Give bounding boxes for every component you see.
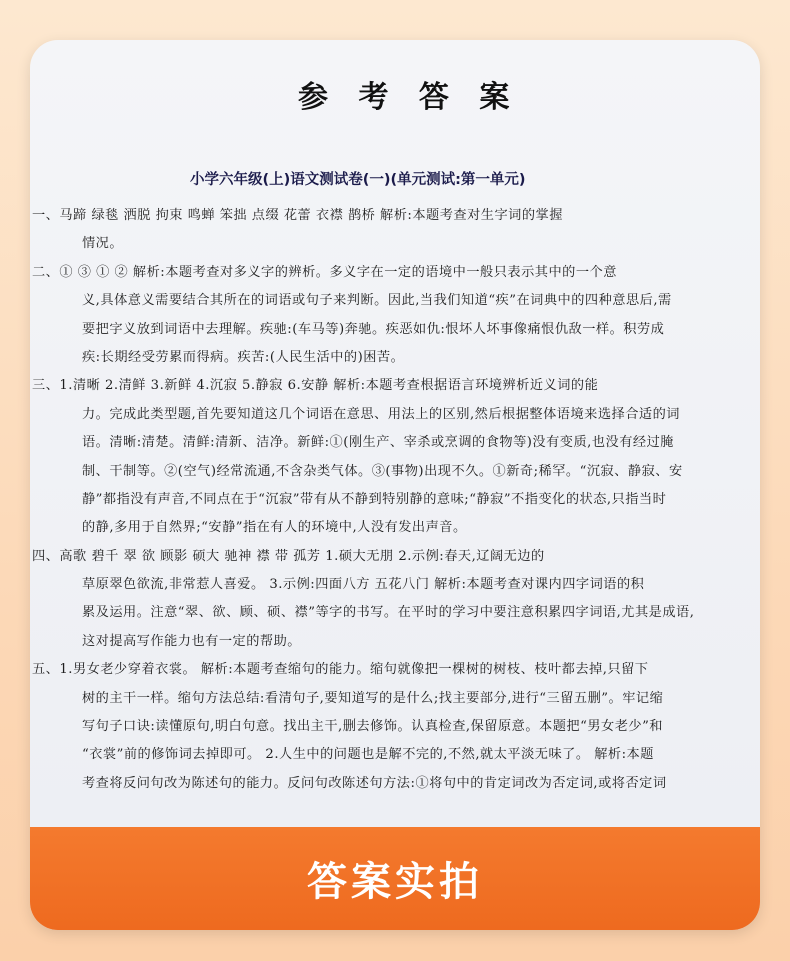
answer-line bbox=[30, 287, 760, 315]
photo-banner bbox=[30, 827, 760, 930]
answer-line-text: 静”都指没有声音,不同点在于“沉寂”带有从不静到特别静的意味;“静寂”不指变化的状态,只指当时 bbox=[82, 491, 667, 507]
answer-line-text: 写句子口诀:读懂原句,明白句意。找出主干,删去修饰。认真检查,保留原意。本题把“男女老少”和 bbox=[82, 719, 663, 735]
answer-line bbox=[30, 571, 760, 599]
answer-line bbox=[30, 486, 760, 514]
answer-body bbox=[30, 202, 760, 798]
answer-line-text: 情况。 bbox=[82, 236, 124, 252]
answer-line-text: 考查将反问句改为陈述句的能力。反问句改陈述句方法:①将句中的肯定词改为否定词,或将否定词 bbox=[82, 775, 667, 791]
answer-line bbox=[30, 429, 760, 457]
answer-line-text: 语。清晰:清楚。清鲜:清新、洁净。新鲜:①(刚生产、宰杀或烹调的食物等)没有变质,也没有经过腌 bbox=[82, 435, 674, 451]
answer-line bbox=[30, 344, 760, 372]
answer-line-text: 草原翠色欲流,非常惹人喜爱。 3.示例:四面八方 五花八门 解析:本题考查对课内四字词语的积 bbox=[82, 577, 645, 593]
answer-line bbox=[30, 628, 760, 656]
answer-line bbox=[30, 316, 760, 344]
answer-line-text: 一、马蹄 绿毯 洒脱 拘束 鸣蝉 笨拙 点缀 花蕾 衣襟 鹊桥 解析:本题考查对生字词的掌握 bbox=[32, 208, 563, 223]
answer-line-text: 要把字义放到词语中去理解。疾驰:(车马等)奔驰。疾恶如仇:恨坏人坏事像痛恨仇敌一样。积劳成 bbox=[82, 321, 665, 337]
answer-line-text: 二、① ③ ① ② 解析:本题考查对多义字的辨析。多义字在一定的语境中一般只表示其中的一个意 bbox=[32, 264, 617, 280]
answer-line-text: 四、高歌 碧千 翠 欲 顾影 硕大 驰神 襟 带 孤芳 1.硕大无朋 2.示例:春天,辽阔无边的 bbox=[32, 548, 545, 564]
answer-line-text: 累及运用。注意“翠、欲、顾、硕、襟”等字的书写。在平时的学习中要注意积累四字词语,尤其是成语, bbox=[82, 605, 695, 621]
answer-line-text: 这对提高写作能力也有一定的帮助。 bbox=[82, 633, 301, 649]
answer-line bbox=[30, 599, 760, 627]
answer-line bbox=[30, 202, 760, 230]
banner-text: 答案实拍 bbox=[307, 859, 483, 905]
answer-line-text: 树的主干一样。缩句方法总结:看清句子,要知道写的是什么;找主要部分,进行“三留五删”。牢记缩 bbox=[82, 690, 664, 706]
answer-line bbox=[30, 741, 760, 769]
answer-line bbox=[30, 401, 760, 429]
answer-line-text: 五、1.男女老少穿着衣裳。 解析:本题考查缩句的能力。缩句就像把一棵树的树枝、枝叶都去掉,只留下 bbox=[32, 662, 649, 678]
answer-line-text: 力。完成此类型题,首先要知道这几个词语在意思、用法上的区别,然后根据整体语境来选择合适的词 bbox=[82, 406, 680, 422]
answer-sheet bbox=[30, 40, 760, 840]
answer-line-text: “衣裳”前的修饰词去掉即可。 2.人生中的问题也是解不完的,不然,就太平淡无味了。 解析:本题 bbox=[82, 747, 654, 763]
answer-line bbox=[30, 259, 760, 287]
answer-line bbox=[30, 543, 760, 571]
answer-line bbox=[30, 458, 760, 486]
answer-line bbox=[30, 770, 760, 798]
answer-line bbox=[30, 372, 760, 400]
answer-line bbox=[30, 514, 760, 542]
answer-line-text: 三、1.清晰 2.清鲜 3.新鲜 4.沉寂 5.静寂 6.安静 解析:本题考查根据语言环境辨析近义词的能 bbox=[32, 378, 599, 394]
page-title: 参 考 答 案 bbox=[298, 80, 520, 115]
answer-line-text: 制、干制等。②(空气)经常流通,不含杂类气体。③(事物)出现不久。①新奇;稀罕。“沉寂、静寂、安 bbox=[82, 463, 683, 479]
answer-line-text: 的静,多用于自然界;“安静”指在有人的环境中,人没有发出声音。 bbox=[82, 520, 467, 536]
answer-line-text: 疾:长期经受劳累而得病。疾苦:(人民生活中的)困苦。 bbox=[82, 349, 405, 365]
answer-line bbox=[30, 685, 760, 713]
answer-line bbox=[30, 656, 760, 684]
answer-line bbox=[30, 230, 760, 258]
answer-photo-card bbox=[30, 40, 760, 930]
test-subtitle: 小学六年级(上)语文测试卷(一)(单元测试:第一单元) bbox=[190, 172, 526, 188]
answer-line-text: 义,具体意义需要结合其所在的词语或句子来判断。因此,当我们知道“疾”在词典中的四种意思后,需 bbox=[82, 293, 672, 309]
answer-line bbox=[30, 713, 760, 741]
